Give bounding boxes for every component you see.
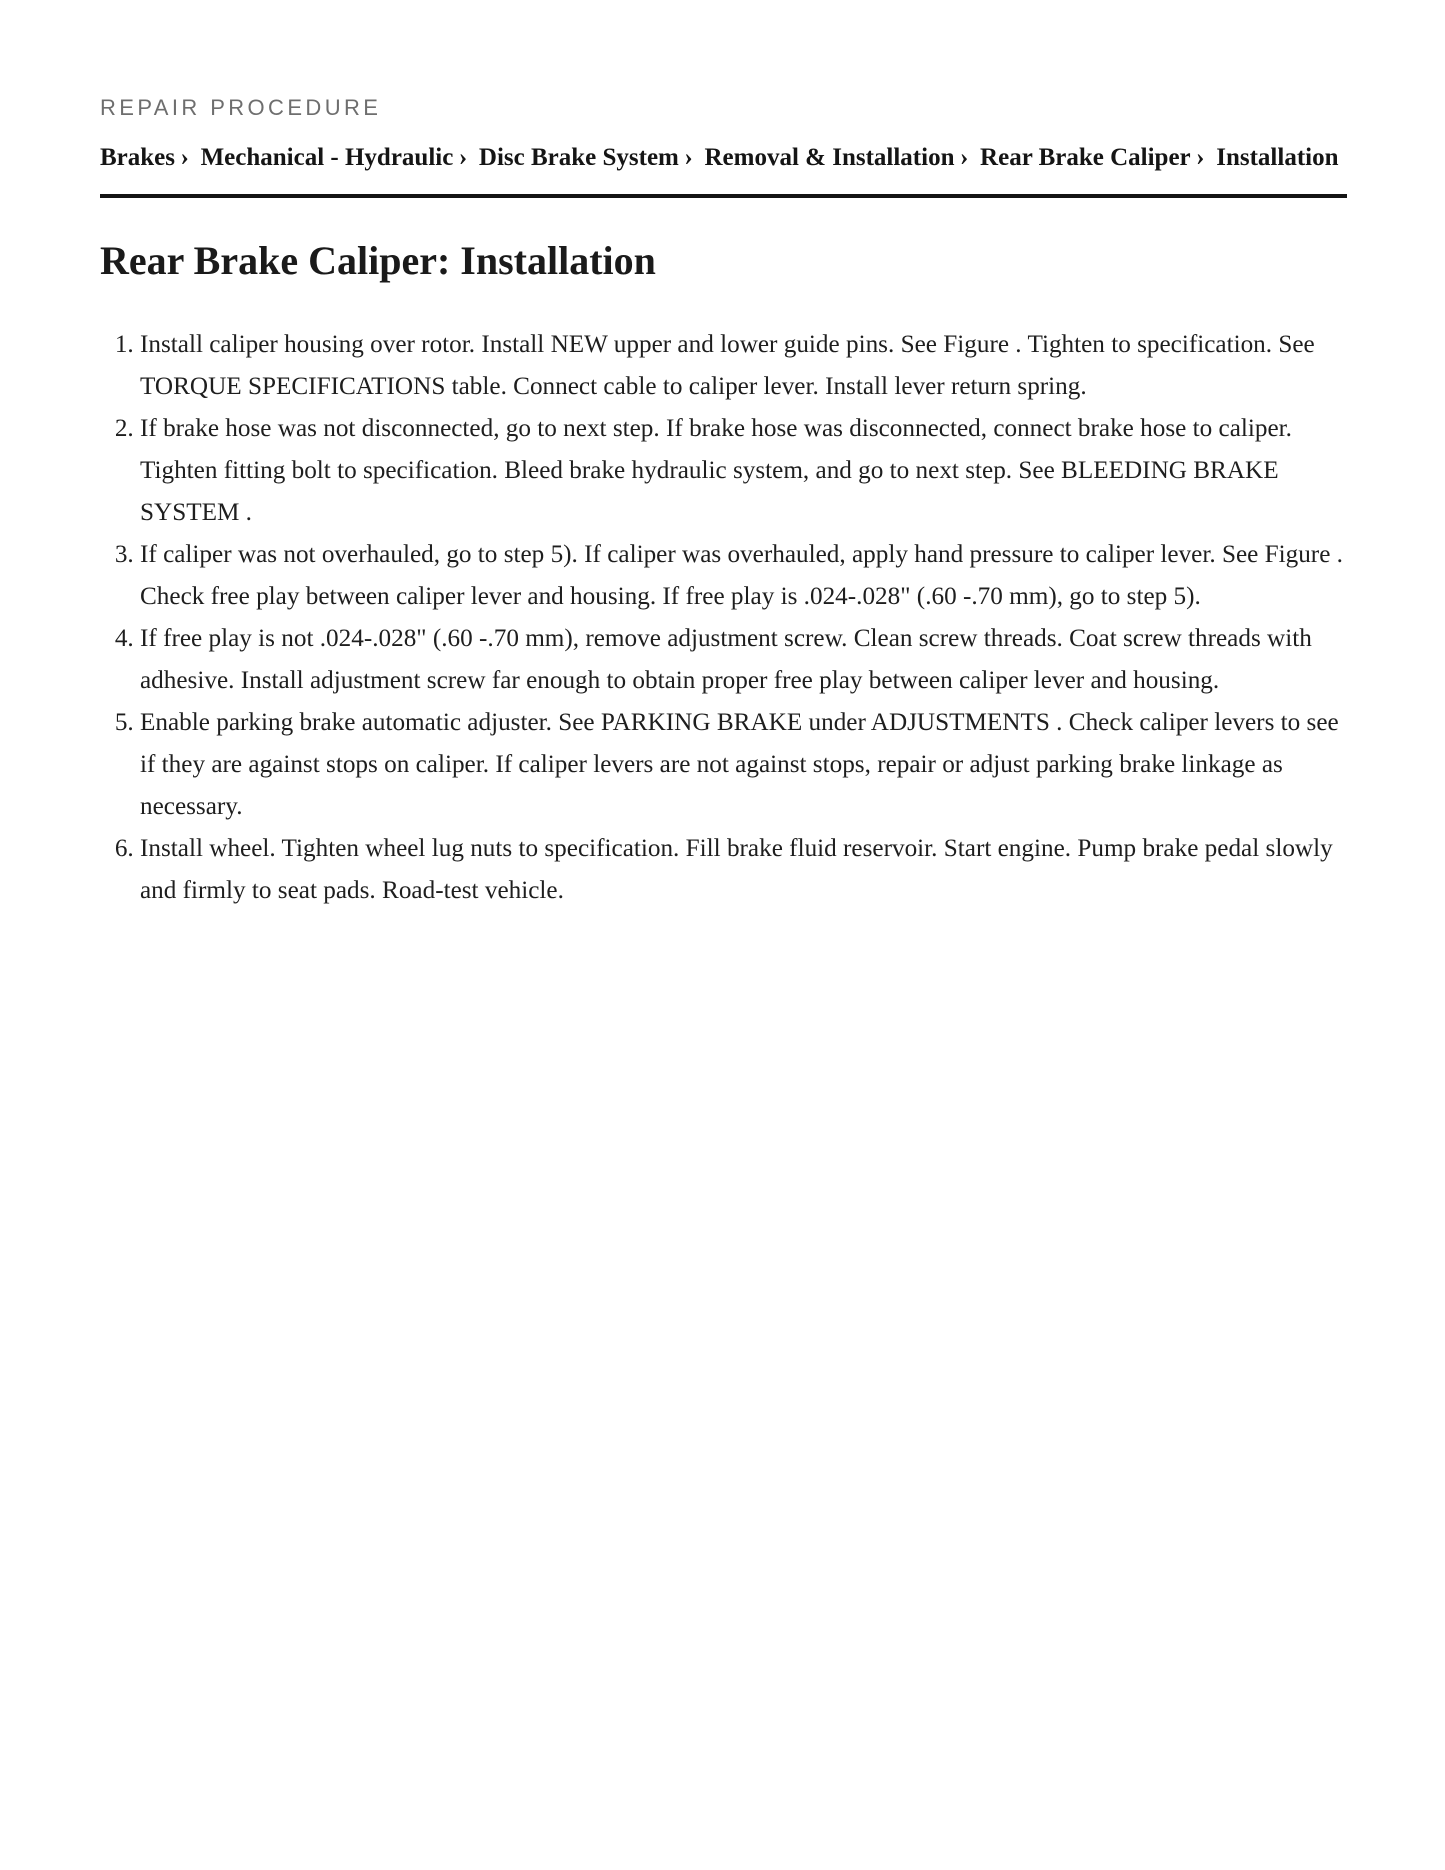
breadcrumb [100, 138, 1347, 177]
page-title: Rear Brake Caliper: Installation [100, 238, 656, 283]
procedure-step-5: 5. Enable parking brake automatic adjuster. See PARKING BRAKE under ADJUSTMENTS . Check caliper levers to see if they are against stops on caliper. If caliper levers are not against stops, repair or adjust parking brake linkage as necessary. [140, 702, 1347, 828]
document-page [100, 92, 1347, 912]
breadcrumb-separator: › [959, 144, 969, 171]
breadcrumb-separator: › [180, 144, 189, 171]
breadcrumb-item-mechanical-hydraulic[interactable]: Mechanical - Hydraulic [200, 144, 454, 171]
breadcrumb-item-disc-brake-system[interactable]: Disc Brake System [478, 144, 679, 171]
header-divider [100, 194, 1347, 198]
breadcrumb-separator: › [458, 144, 468, 171]
section-kicker: REPAIR PROCEDURE [100, 95, 382, 120]
procedure-step-6: 6. Install wheel. Tighten wheel lug nuts to specification. Fill brake fluid reservoir. Start engine. Pump brake pedal slowly and firmly to seat pads. Road-test vehicle. [140, 828, 1347, 912]
breadcrumb-item-installation: Installation [1216, 144, 1339, 171]
procedure-steps [100, 324, 1347, 912]
breadcrumb-separator: › [684, 144, 693, 171]
procedure-step-2: 2. If brake hose was not disconnected, go to next step. If brake hose was disconnected, connect brake hose to caliper. Tighten fitting bolt to specification. Bleed brake hydraulic system, and go to next step. See BLEEDING BRAKE SYSTEM . [140, 408, 1347, 534]
breadcrumb-item-brakes[interactable]: Brakes [100, 144, 175, 171]
breadcrumb-separator: › [1196, 144, 1205, 171]
procedure-step-1: 1. Install caliper housing over rotor. Install NEW upper and lower guide pins. See Figure . Tighten to specification. See TORQUE SPECIFICATIONS table. Connect cable to caliper lever. Install lever return spring. [140, 324, 1347, 408]
breadcrumb-item-removal-installation[interactable]: Removal & Installation [704, 144, 955, 171]
procedure-step-3: 3. If caliper was not overhauled, go to step 5). If caliper was overhauled, apply hand pressure to caliper lever. See Figure . Check free play between caliper lever and housing. If free play is .024-.028" (.60 -.70 mm), go to step 5). [140, 534, 1347, 618]
procedure-step-4: 4. If free play is not .024-.028" (.60 -.70 mm), remove adjustment screw. Clean screw threads. Coat screw threads with adhesive. Install adjustment screw far enough to obtain proper free play between caliper lever and housing. [140, 618, 1347, 702]
breadcrumb-item-rear-brake-caliper[interactable]: Rear Brake Caliper [980, 144, 1191, 171]
